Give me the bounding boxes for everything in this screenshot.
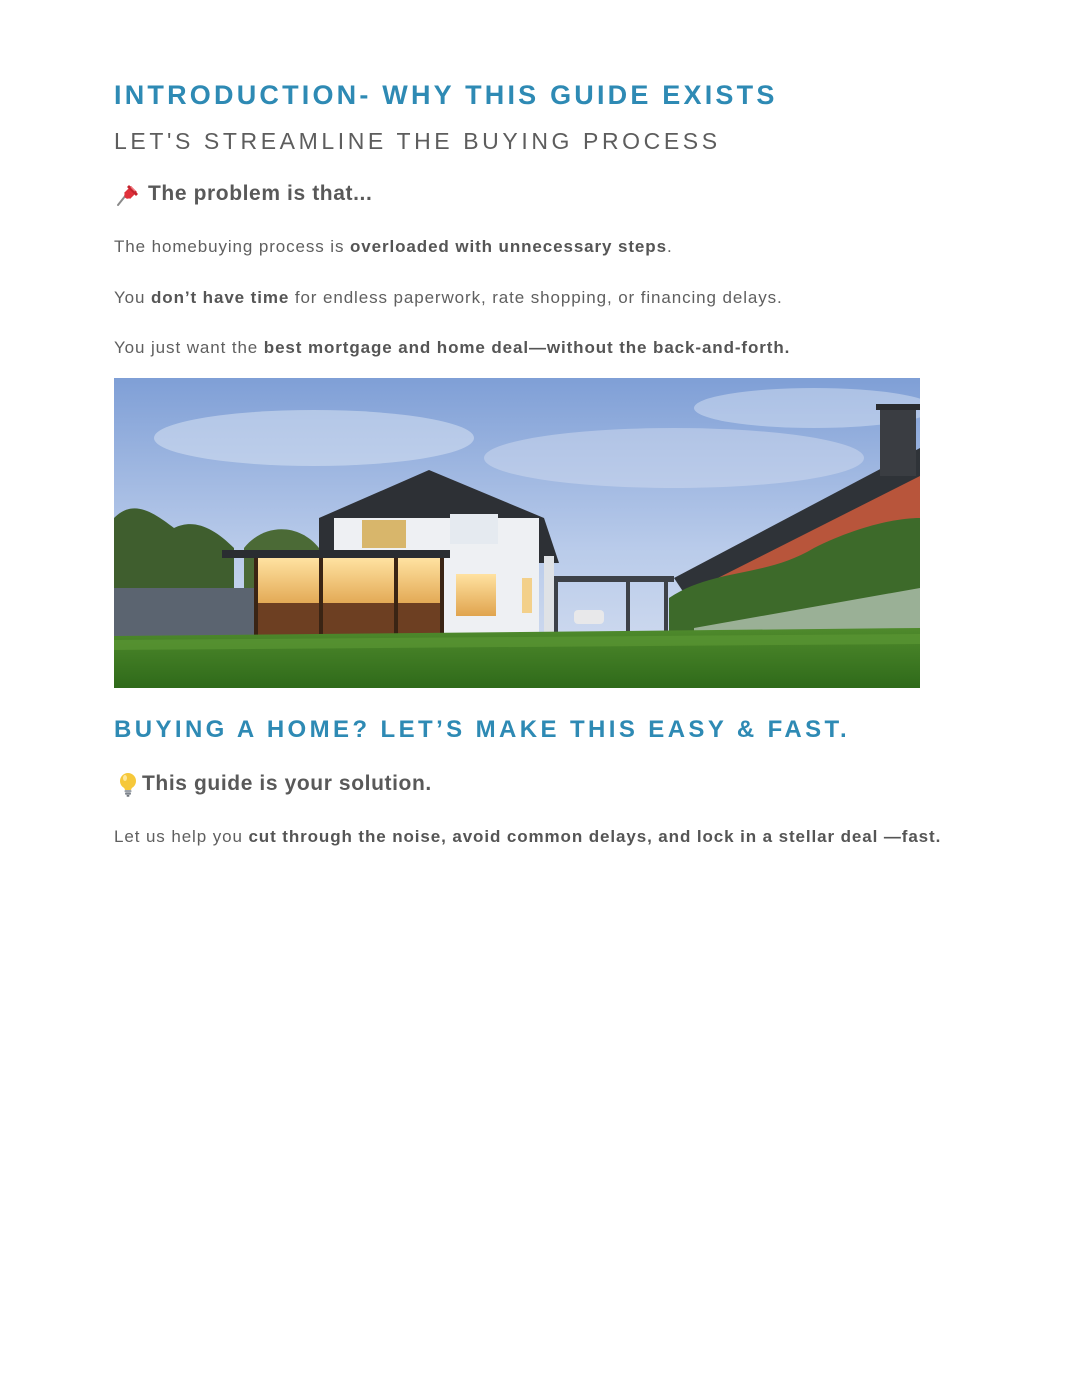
problem-paragraph-3: [114, 335, 790, 360]
solution-heading: [114, 770, 432, 798]
text-run: You just want the: [114, 338, 264, 357]
text-run: Let us help you: [114, 827, 249, 846]
text-run: The homebuying process is: [114, 237, 351, 256]
bold-run: don’t have time: [151, 288, 290, 307]
solution-paragraph: [114, 824, 974, 849]
text-run: .: [666, 237, 673, 256]
page-subtitle: LET'S STREAMLINE THE BUYING PROCESS: [114, 128, 721, 154]
house-photo: [114, 378, 920, 688]
problem-title: The problem is that...: [148, 182, 373, 205]
text-run: You: [114, 288, 152, 307]
problem-paragraph-2: [114, 285, 783, 310]
lightbulb-icon: [114, 770, 142, 798]
pushpin-icon: [114, 180, 142, 208]
section-heading: BUYING A HOME? LET’S MAKE THIS EASY & FAST.: [114, 716, 851, 743]
problem-paragraph-1: [114, 234, 673, 259]
solution-title: This guide is your solution.: [142, 772, 432, 795]
bold-run: overloaded with unnecessary steps: [350, 237, 667, 256]
text-run: for endless paperwork, rate shopping, or financing delays.: [289, 288, 783, 307]
problem-heading: [114, 180, 372, 208]
page-title: INTRODUCTION- WHY THIS GUIDE EXISTS: [114, 80, 778, 110]
bold-run: best mortgage and home deal—without the back-and-forth.: [263, 338, 791, 357]
bold-run: cut through the noise, avoid common delays, and lock in a stellar deal —fast.: [248, 827, 942, 846]
